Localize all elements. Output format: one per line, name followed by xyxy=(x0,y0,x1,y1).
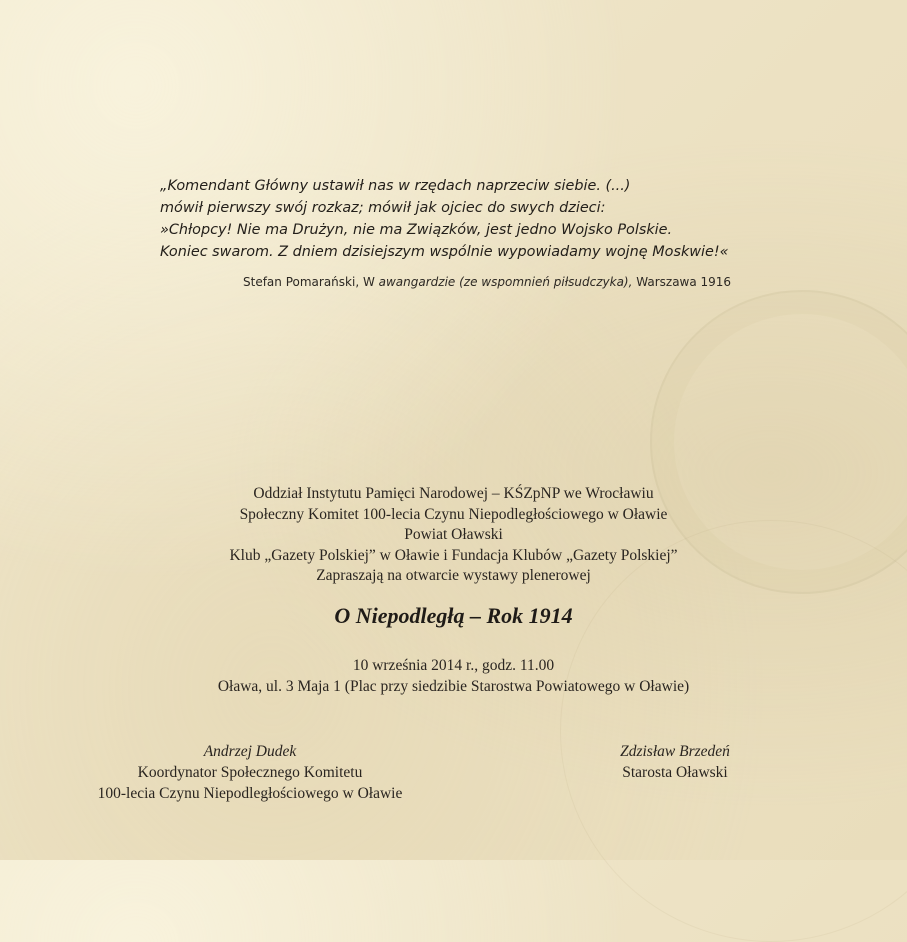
organizer-line: Społeczny Komitet 100-lecia Czynu Niepodległościowego w Oławie xyxy=(239,505,668,523)
organizer-line: Klub „Gazety Polskiej” w Oławie i Fundacja Klubów „Gazety Polskiej” xyxy=(229,546,678,564)
organizer-line: Powiat Oławski xyxy=(404,526,503,543)
quote-line: Koniec swarom. Z dniem dzisiejszym wspólnie wypowiadamy wojnę Moskwie!« xyxy=(160,244,729,260)
signatory-name: Zdzisław Brzedeń xyxy=(620,743,730,760)
event-details xyxy=(0,655,907,697)
event-date-time: 10 września 2014 r., godz. 11.00 xyxy=(352,657,555,674)
source-author: Stefan Pomarański, W xyxy=(243,275,375,289)
signatory-role: 100-lecia Czynu Niepodległościowego w Oławie xyxy=(97,785,403,802)
signature-left xyxy=(60,741,440,804)
organizer-line: Oddział Instytutu Pamięci Narodowej – KŚZpNP we Wrocławiu xyxy=(253,485,654,502)
organizers-block xyxy=(0,484,907,587)
source-place-year: Warszawa 1916 xyxy=(632,275,732,289)
event-location: Oława, ul. 3 Maja 1 (Plac przy siedzibie Starostwa Powiatowego w Oławie) xyxy=(217,678,690,695)
quote-line: mówił pierwszy swój rozkaz; mówił jak ojciec do swych dzieci: xyxy=(160,200,606,216)
signatory-name: Andrzej Dudek xyxy=(203,743,297,760)
signature-right xyxy=(575,741,775,783)
quote-source xyxy=(243,275,731,289)
quote-line: »Chłopcy! Nie ma Drużyn, nie ma Związków, jest jedno Wojsko Polskie. xyxy=(160,222,673,238)
quote-line: „Komendant Główny ustawił nas w rzędach naprzeciw siebie. (...) xyxy=(160,178,631,194)
source-work: awangardzie (ze wspomnień piłsudczyka), xyxy=(374,275,633,289)
quote-block xyxy=(160,175,800,263)
signatory-role: Starosta Oławski xyxy=(622,764,728,781)
signatory-role: Koordynator Społecznego Komitetu xyxy=(137,764,363,781)
invitation-line: Zapraszają na otwarcie wystawy plenerowej xyxy=(316,567,591,584)
exhibition-title: O Niepodległą – Rok 1914 xyxy=(334,603,573,628)
